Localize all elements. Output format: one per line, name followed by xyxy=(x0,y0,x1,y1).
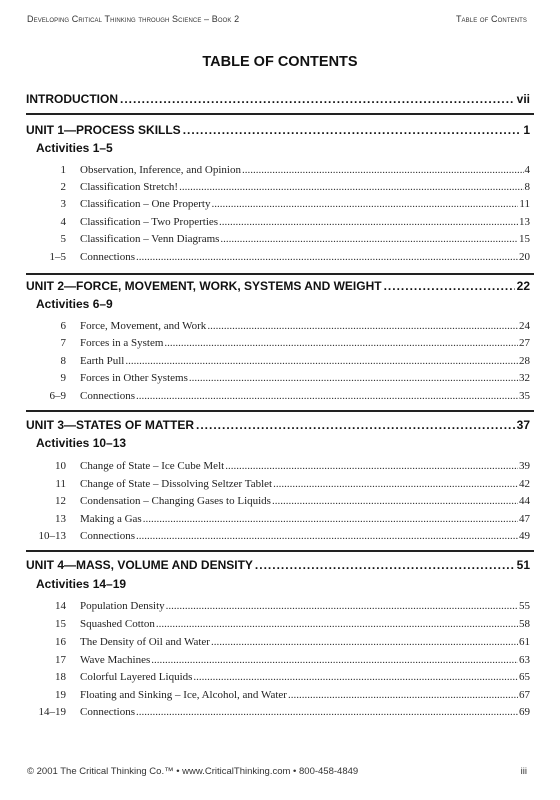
activity-number: 14–19 xyxy=(38,706,66,718)
toc-entry-introduction[interactable] xyxy=(26,92,530,106)
toc-activity-row[interactable] xyxy=(26,706,530,718)
toc-activity-row[interactable] xyxy=(26,216,530,228)
activity-page: 65 xyxy=(519,671,530,683)
dot-leader xyxy=(136,706,518,718)
activity-page: 49 xyxy=(519,530,530,542)
activity-title: Population Density xyxy=(80,600,165,612)
dot-leader xyxy=(211,636,518,648)
activities-heading: Activities 1–5 xyxy=(36,141,113,155)
activity-number: 11 xyxy=(55,478,66,490)
activity-title: Wave Machines xyxy=(80,654,151,666)
dot-leader xyxy=(136,251,518,263)
activities-heading: Activities 10–13 xyxy=(36,436,127,450)
dot-leader xyxy=(219,216,518,228)
activity-page: 32 xyxy=(519,372,530,384)
toc-activity-row[interactable] xyxy=(26,495,530,507)
activity-title: Making a Gas xyxy=(80,513,142,525)
activity-number: 4 xyxy=(60,216,66,228)
activity-page: 8 xyxy=(524,181,530,193)
activity-page: 67 xyxy=(519,689,530,701)
toc-activity-row[interactable] xyxy=(26,530,530,542)
activity-title: Floating and Sinking – Ice, Alcohol, and Water xyxy=(80,689,287,701)
activity-title: Earth Pull xyxy=(80,355,125,367)
toc-activity-row[interactable] xyxy=(26,233,530,245)
entry-label: UNIT 4—MASS, VOLUME AND DENSITY xyxy=(26,558,253,572)
dot-leader xyxy=(242,164,524,176)
activity-number: 8 xyxy=(60,355,66,367)
footer-page-number: iii xyxy=(520,766,527,777)
toc-activity-row[interactable] xyxy=(26,600,530,612)
toc-activity-row[interactable] xyxy=(26,355,530,367)
activity-page: 61 xyxy=(519,636,530,648)
dot-leader xyxy=(143,513,518,525)
dot-leader xyxy=(183,123,522,137)
section-divider xyxy=(26,410,534,412)
dot-leader xyxy=(272,495,518,507)
activity-number: 6–9 xyxy=(49,390,66,402)
activity-page: 44 xyxy=(519,495,530,507)
activity-number: 13 xyxy=(55,513,66,525)
activity-number: 6 xyxy=(60,320,66,332)
activity-number: 18 xyxy=(55,671,66,683)
activity-number: 14 xyxy=(55,600,66,612)
activity-page: 15 xyxy=(519,233,530,245)
toc-activity-row[interactable] xyxy=(26,372,530,384)
activity-title: Observation, Inference, and Opinion xyxy=(80,164,241,176)
activity-number: 9 xyxy=(60,372,66,384)
activity-title: Connections xyxy=(80,706,135,718)
entry-page: 1 xyxy=(523,123,530,137)
entry-page: 22 xyxy=(516,279,530,293)
activities-heading: Activities 6–9 xyxy=(36,297,113,311)
activity-page: 28 xyxy=(519,355,530,367)
activity-title: Connections xyxy=(80,530,135,542)
activity-title: Classification – Two Properties xyxy=(80,216,219,228)
dot-leader xyxy=(384,279,515,293)
section-divider xyxy=(26,113,534,115)
entry-page: vii xyxy=(516,92,530,106)
activity-page: 47 xyxy=(519,513,530,525)
activity-number: 17 xyxy=(55,654,66,666)
activity-page: 39 xyxy=(519,460,530,472)
activity-title: Colorful Layered Liquids xyxy=(80,671,193,683)
activity-title: Force, Movement, and Work xyxy=(80,320,207,332)
toc-activity-row[interactable] xyxy=(26,181,530,193)
activity-page: 58 xyxy=(519,618,530,630)
activity-title: The Density of Oil and Water xyxy=(80,636,210,648)
footer-copyright: © 2001 The Critical Thinking Co.™ • www.CriticalThinking.com • 800-458-4849 xyxy=(27,766,359,777)
toc-activity-row[interactable] xyxy=(26,513,530,525)
activity-number: 12 xyxy=(55,495,66,507)
page-title: TABLE OF CONTENTS xyxy=(202,54,358,70)
activity-number: 5 xyxy=(60,233,66,245)
dot-leader xyxy=(193,671,518,683)
activity-title: Connections xyxy=(80,390,135,402)
dot-leader xyxy=(125,355,518,367)
activity-page: 63 xyxy=(519,654,530,666)
dot-leader xyxy=(136,390,518,402)
activity-title: Change of State – Dissolving Seltzer Tablet xyxy=(80,478,273,490)
activity-title: Classification – One Property xyxy=(80,198,211,210)
toc-activity-row[interactable] xyxy=(26,689,530,701)
toc-activity-row[interactable] xyxy=(26,618,530,630)
dot-leader xyxy=(120,92,515,106)
toc-activity-row[interactable] xyxy=(26,654,530,666)
dot-leader xyxy=(156,618,518,630)
activity-page: 24 xyxy=(519,320,530,332)
dot-leader xyxy=(207,320,518,332)
activity-title: Condensation – Changing Gases to Liquids xyxy=(80,495,271,507)
dot-leader xyxy=(196,418,515,432)
activity-page: 35 xyxy=(519,390,530,402)
toc-activity-row[interactable] xyxy=(26,390,530,402)
dot-leader xyxy=(179,181,523,193)
toc-activity-row[interactable] xyxy=(26,460,530,472)
toc-entry-unit-4[interactable] xyxy=(26,558,530,572)
toc-entry-unit-2[interactable] xyxy=(26,279,530,293)
activity-number: 16 xyxy=(55,636,66,648)
activity-page: 27 xyxy=(519,337,530,349)
toc-activity-row[interactable] xyxy=(26,636,530,648)
dot-leader xyxy=(136,530,518,542)
toc-activity-row[interactable] xyxy=(26,320,530,332)
activity-page: 11 xyxy=(519,198,530,210)
dot-leader xyxy=(273,478,518,490)
activity-page: 13 xyxy=(519,216,530,228)
dot-leader xyxy=(225,460,518,472)
toc-activity-row[interactable] xyxy=(26,337,530,349)
entry-page: 37 xyxy=(516,418,530,432)
activity-page: 4 xyxy=(524,164,530,176)
toc-entry-unit-3[interactable] xyxy=(26,418,530,432)
section-divider xyxy=(26,273,534,275)
entry-label: UNIT 2—FORCE, MOVEMENT, WORK, SYSTEMS AND WEIGHT xyxy=(26,279,382,293)
activity-page: 69 xyxy=(519,706,530,718)
section-divider xyxy=(26,550,534,552)
running-header-section: Table of Contents xyxy=(455,14,527,24)
activity-title: Change of State – Ice Cube Melt xyxy=(80,460,225,472)
activity-number: 10–13 xyxy=(38,530,66,542)
activity-title: Squashed Cotton xyxy=(80,618,155,630)
activity-number: 3 xyxy=(60,198,66,210)
dot-leader xyxy=(288,689,518,701)
activity-page: 42 xyxy=(519,478,530,490)
toc-activity-row[interactable] xyxy=(26,164,530,176)
dot-leader xyxy=(255,558,515,572)
activity-title: Forces in Other Systems xyxy=(80,372,188,384)
entry-label: UNIT 3—STATES OF MATTER xyxy=(26,418,194,432)
entry-page: 51 xyxy=(516,558,530,572)
toc-activity-row[interactable] xyxy=(26,198,530,210)
activity-number: 19 xyxy=(55,689,66,701)
running-header-book-title: Developing Critical Thinking through Science – Book 2 xyxy=(27,14,240,24)
activity-number: 1–5 xyxy=(49,251,66,263)
dot-leader xyxy=(164,337,518,349)
entry-label: INTRODUCTION xyxy=(26,92,118,106)
activity-page: 20 xyxy=(519,251,530,263)
activity-page: 55 xyxy=(519,600,530,612)
toc-activity-row[interactable] xyxy=(26,671,530,683)
dot-leader xyxy=(189,372,518,384)
activity-number: 2 xyxy=(60,181,66,193)
dot-leader xyxy=(220,233,518,245)
activity-title: Classification Stretch! xyxy=(80,181,179,193)
toc-activity-row[interactable] xyxy=(26,478,530,490)
dot-leader xyxy=(211,198,518,210)
activity-number: 1 xyxy=(60,164,66,176)
activities-heading: Activities 14–19 xyxy=(36,577,127,591)
dot-leader xyxy=(151,654,518,666)
activity-number: 10 xyxy=(55,460,66,472)
toc-activity-row[interactable] xyxy=(26,251,530,263)
dot-leader xyxy=(166,600,518,612)
activity-number: 15 xyxy=(55,618,66,630)
activity-title: Classification – Venn Diagrams xyxy=(80,233,220,245)
activity-number: 7 xyxy=(60,337,66,349)
entry-label: UNIT 1—PROCESS SKILLS xyxy=(26,123,181,137)
activity-title: Forces in a System xyxy=(80,337,164,349)
activity-title: Connections xyxy=(80,251,135,263)
toc-entry-unit-1[interactable] xyxy=(26,123,530,137)
